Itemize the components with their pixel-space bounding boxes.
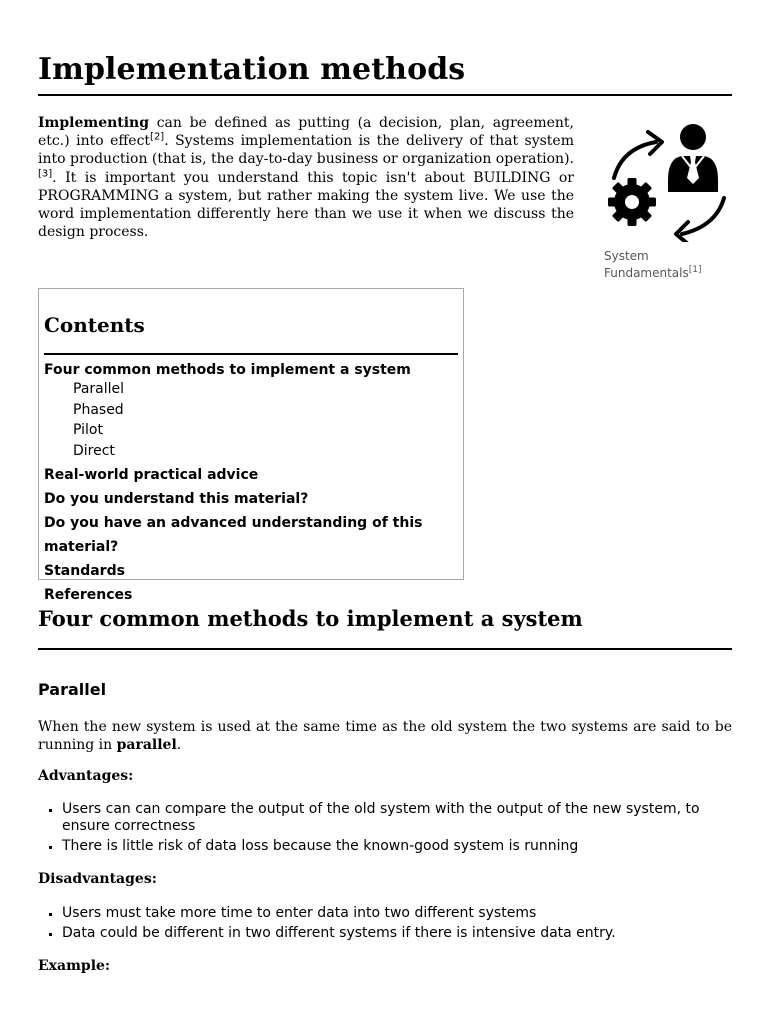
system-fundamentals-icon[interactable] (604, 120, 734, 242)
intro-text-3: . It is important you understand this topic isn't about BUILDING or PROGRAMMING a system, but rather making the system live. We use the word implementation differently here than we use it when we discuss the design process. (38, 169, 574, 241)
parallel-description-text: When the new system is used at the same time as the old system the two systems are said to be running in (38, 719, 732, 753)
toc-item-methods[interactable] (44, 361, 458, 461)
toc-item-advanced[interactable]: Do you have an advanced understanding of this material? (44, 515, 423, 555)
list-item: ▪ Data could be different in two different systems if there is intensive data entry. (62, 925, 732, 942)
disadvantages-label: Disadvantages: (38, 871, 157, 887)
list-item: ▪ Users can can compare the output of the old system with the output of the new system, to ensure correctness (62, 801, 732, 835)
reference-link-3[interactable]: [3] (38, 167, 53, 179)
reference-link-2[interactable]: [2] (150, 131, 165, 143)
toc-item-understand[interactable]: Do you understand this material? (44, 491, 309, 507)
disadvantages-list (38, 905, 732, 945)
toc-item-methods-label[interactable]: Four common methods to implement a system (44, 362, 411, 378)
caption-reference-link[interactable]: [1] (688, 265, 702, 275)
toc-item-phased[interactable]: Phased (73, 401, 124, 418)
toc-list (44, 361, 458, 607)
list-item: ▪ There is little risk of data loss because the known-good system is running (62, 838, 732, 855)
figure-caption-text: System Fundamentals (604, 249, 689, 280)
toc-item-standards[interactable]: Standards (44, 563, 125, 579)
list-item: ▪ Users must take more time to enter data into two different systems (62, 905, 732, 922)
figure-caption (604, 248, 734, 282)
intro-paragraph (38, 114, 574, 241)
parallel-description-end: . (176, 737, 182, 753)
subsection-heading-parallel: Parallel (38, 680, 107, 699)
intro-bold-term: Implementing (38, 115, 150, 131)
intro-text-2: . Systems implementation is the delivery of that system into production (that is, the day-to-day business or organization operation). (38, 133, 574, 168)
toc-heading: Contents (44, 313, 458, 355)
toc-item-direct[interactable]: Direct (73, 442, 115, 459)
figure (604, 120, 734, 282)
page-title: Implementation methods (38, 52, 732, 96)
advantages-list (38, 801, 732, 858)
toc-item-references[interactable]: References (44, 587, 133, 603)
example-label: Example: (38, 958, 111, 974)
table-of-contents (38, 288, 464, 603)
toc-item-pilot[interactable]: Pilot (73, 422, 103, 438)
parallel-description (38, 718, 732, 754)
section-heading: Four common methods to implement a system (38, 606, 732, 650)
toc-sublist (73, 379, 458, 461)
toc-item-parallel[interactable]: Parallel (73, 381, 125, 397)
intro-text-1: can be defined as putting (a decision, plan, agreement, etc.) into effect (38, 115, 574, 150)
parallel-bold-term: parallel (116, 737, 177, 753)
advantages-label: Advantages: (38, 768, 134, 784)
toc-item-advice[interactable]: Real-world practical advice (44, 467, 259, 483)
